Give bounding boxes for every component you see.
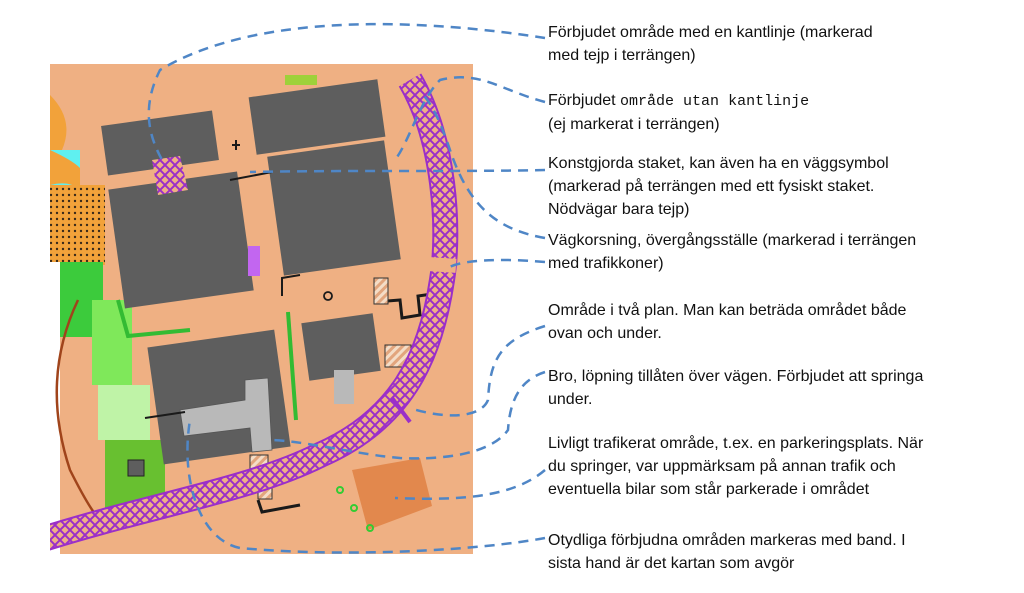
annotation-line: ovan och under. xyxy=(548,325,662,342)
annotation-line: (markerad på terrängen med ett fysiskt staket. xyxy=(548,178,875,195)
annotation-line: sista hand är det kartan som avgör xyxy=(548,555,795,572)
rough-open-dotted xyxy=(50,185,105,265)
annotation-line: Förbjudet område utan kantlinje xyxy=(548,92,810,110)
annotation-line: under. xyxy=(548,391,593,408)
annotation-line: med tejp i terrängen) xyxy=(548,47,696,64)
building xyxy=(267,140,401,275)
annotation-line: (ej markerat i terrängen) xyxy=(548,116,720,133)
annotation-bridge xyxy=(548,365,923,411)
annotation-line: Område i två plan. Man kan beträda området både xyxy=(548,302,907,319)
annotation-line: Vägkorsning, övergångsställe (markerad i terrängen xyxy=(548,232,917,249)
building xyxy=(108,172,253,309)
annotation-line: Förbjudet område med en kantlinje (markerad xyxy=(548,24,873,41)
annotation-line: eventuella bilar som står parkerade i området xyxy=(548,481,870,498)
annotation-busy-traffic-area xyxy=(548,432,923,501)
annotation-line: Nödvägar bara tejp) xyxy=(548,201,690,218)
annotation-artificial-fence xyxy=(548,152,889,221)
annotation-line: Konstgjorda staket, kan även ha en väggsymbol xyxy=(548,155,889,172)
annotation-forbidden-without-border xyxy=(548,89,809,136)
annotation-line: Livligt trafikerat område, t.ex. en parkeringsplats. När xyxy=(548,435,924,452)
annotation-line: Bro, löpning tillåten över vägen. Förbjudet att springa xyxy=(548,368,924,385)
annotation-road-crossing xyxy=(548,229,916,275)
annotation-line: Otydliga förbjudna områden markeras med band. I xyxy=(548,532,906,549)
annotation-two-level-area xyxy=(548,299,906,345)
annotation-line: du springer, var uppmärksam på annan trafik och xyxy=(548,458,896,475)
two-level-area xyxy=(374,278,388,304)
annotation-line: med trafikkoner) xyxy=(548,255,664,272)
annotation-forbidden-with-border xyxy=(548,21,873,67)
annotation-unclear-forbidden-areas xyxy=(548,529,906,575)
